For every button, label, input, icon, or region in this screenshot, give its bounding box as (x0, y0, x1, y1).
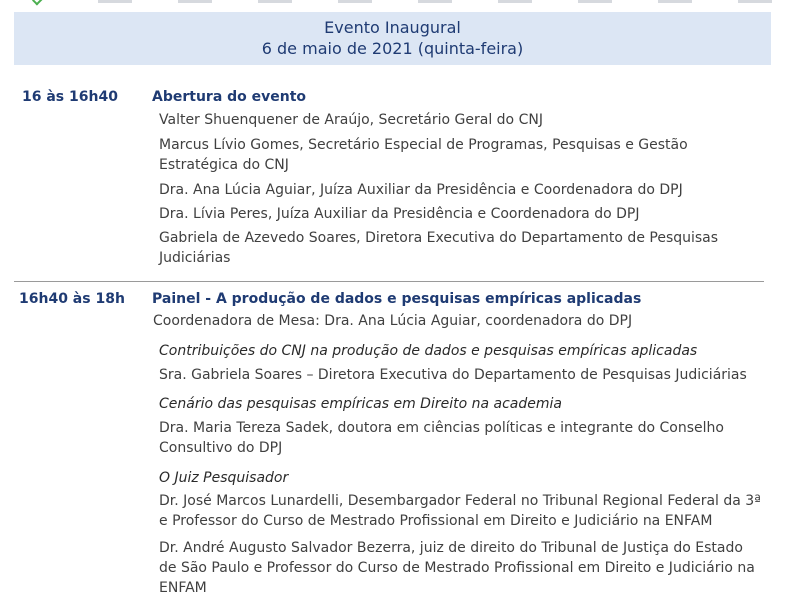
talk-speaker: Dra. Maria Tereza Sadek, doutora em ciências políticas e integrante do Conselho Consultivo do DPJ (159, 420, 724, 456)
participant: Dra. Ana Lúcia Aguiar, Juíza Auxiliar da Presidência e Coordenadora do DPJ (159, 182, 683, 198)
event-banner (14, 12, 771, 65)
strip-segment (338, 0, 372, 3)
session-time: 16 às 16h40 (22, 89, 118, 105)
event-date: 6 de maio de 2021 (quinta-feira) (261, 39, 524, 58)
event-title: Evento Inaugural (324, 18, 461, 37)
strip-segment (658, 0, 692, 3)
participant: Marcus Lívio Gomes, Secretário Especial de Programas, Pesquisas e Gestão Estratégica do CNJ (159, 137, 688, 173)
talk-speaker: Sra. Gabriela Soares – Diretora Executiva do Departamento de Pesquisas Judiciárias (159, 367, 747, 383)
top-strip (0, 0, 786, 8)
strip-segment (98, 0, 132, 3)
session-coordinator: Coordenadora de Mesa: Dra. Ana Lúcia Aguiar, coordenadora do DPJ (153, 313, 633, 329)
strip-segment (178, 0, 212, 3)
talk-title: Cenário das pesquisas empíricas em Direito na academia (159, 396, 562, 412)
session-title: Painel - A produção de dados e pesquisas empíricas aplicadas (152, 291, 642, 307)
strip-segment (578, 0, 612, 3)
participant: Valter Shuenquener de Araújo, Secretário Geral do CNJ (159, 112, 543, 128)
session-time: 16h40 às 18h (19, 291, 125, 307)
talk-speaker: Dr. André Augusto Salvador Bezerra, juiz de direito do Tribunal de Justiça do Estado de São Paulo e Professor do Curso de Mestrado Profissional em Direito e Judiciário na ENFAM (159, 540, 755, 596)
participant: Gabriela de Azevedo Soares, Diretora Executiva do Departamento de Pesquisas Judiciárias (159, 230, 719, 266)
check-icon (32, 0, 44, 6)
strip-segment (258, 0, 292, 3)
section-divider (14, 281, 764, 282)
session-title: Abertura do evento (152, 89, 307, 105)
strip-segment (418, 0, 452, 3)
talk-speaker: Dr. José Marcos Lunardelli, Desembargador Federal no Tribunal Regional Federal da 3ª e Professor do Curso de Mestrado Profissional em Direito e Judiciário na ENFAM (159, 493, 761, 529)
strip-segment (498, 0, 532, 3)
strip-segment (738, 0, 772, 3)
talk-title: O Juiz Pesquisador (159, 470, 289, 486)
talk-title: Contribuições do CNJ na produção de dados e pesquisas empíricas aplicadas (159, 343, 698, 359)
participant: Dra. Lívia Peres, Juíza Auxiliar da Presidência e Coordenadora do DPJ (159, 206, 640, 222)
